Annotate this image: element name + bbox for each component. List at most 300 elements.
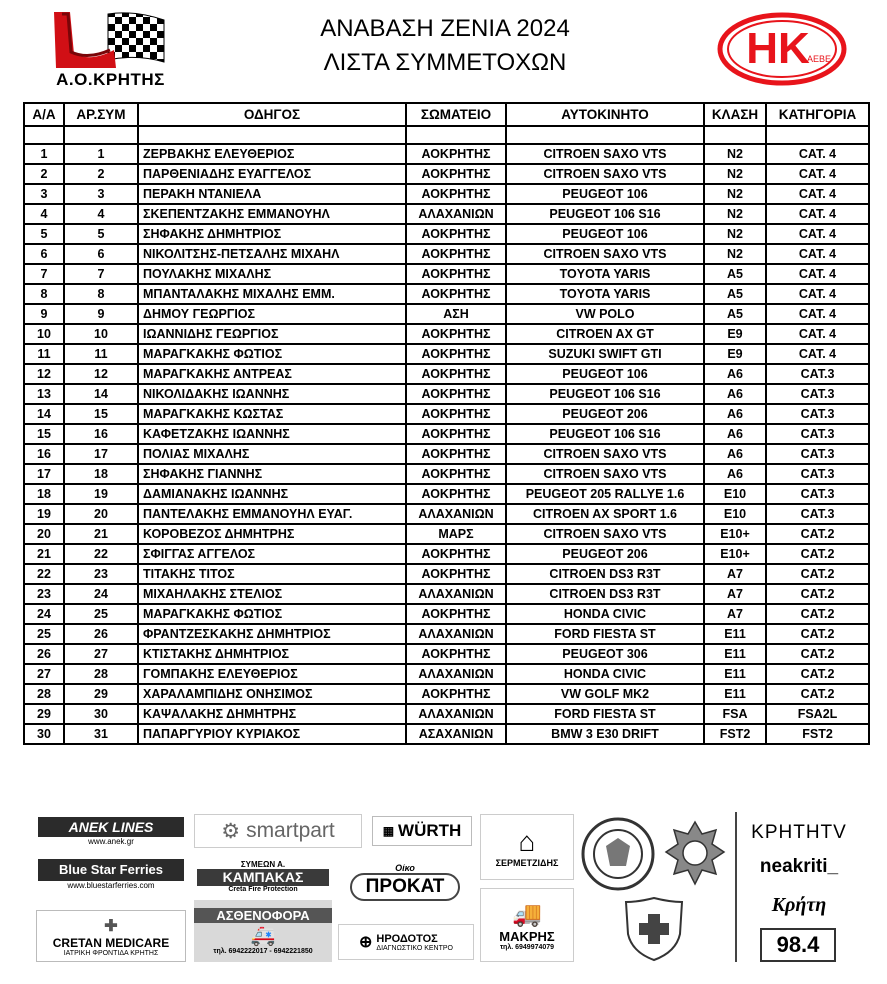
- makris-name: ΜΑΚΡΗΣ: [499, 928, 555, 944]
- table-row: [24, 304, 869, 324]
- col-header-category: ΚΑΤΗΓΟΡΙΑ: [766, 103, 869, 126]
- cell-driver: ΦΡΑΝΤΖΕΣΚΑΚΗΣ ΔΗΜΗΤΡΙΟΣ: [138, 624, 406, 644]
- cell-aa: 1: [24, 144, 64, 164]
- cell-class: E11: [704, 664, 766, 684]
- cell-driver: ΜΑΡΑΓΚΑΚΗΣ ΦΩΤΙΟΣ: [138, 344, 406, 364]
- makris-logo: [480, 888, 574, 962]
- kampakas-logo: [194, 856, 332, 896]
- checkered-flag-logo-icon: [52, 10, 167, 70]
- table-row: [24, 384, 869, 404]
- cell-club: ΑΟΚΡΗΤΗΣ: [406, 404, 506, 424]
- wurth-mark-icon: ▦: [382, 824, 395, 838]
- cell-race-number: 18: [64, 464, 138, 484]
- cell-category: FSA2L: [766, 704, 869, 724]
- cell-driver: ΜΠΑΝΤΑΛΑΚΗΣ ΜΙΧΑΛΗΣ ΕΜΜ.: [138, 284, 406, 304]
- table-row: [24, 224, 869, 244]
- cell-driver: ΝΙΚΟΛΙΔΑΚΗΣ ΙΩΑΝΝΗΣ: [138, 384, 406, 404]
- cell-aa: 5: [24, 224, 64, 244]
- cell-category: CAT.3: [766, 444, 869, 464]
- cell-race-number: 3: [64, 184, 138, 204]
- cell-race-number: 5: [64, 224, 138, 244]
- cell-driver: ΚΟΡΟΒΕΖΟΣ ΔΗΜΗΤΡΗΣ: [138, 524, 406, 544]
- cell-car: CITROEN SAXO VTS: [506, 444, 704, 464]
- ambulance-name: ΑΣΘΕΝΟΦΟΡΑ: [194, 908, 332, 923]
- cell-race-number: 29: [64, 684, 138, 704]
- anek-lines-logo: [36, 814, 186, 848]
- cell-race-number: 27: [64, 644, 138, 664]
- cell-class: FST2: [704, 724, 766, 744]
- cell-driver: ΠΑΡΘΕΝΙΑΔΗΣ ΕΥΑΓΓΕΛΟΣ: [138, 164, 406, 184]
- page-header: [0, 0, 887, 98]
- cell-race-number: 28: [64, 664, 138, 684]
- anek-lines-url: www.anek.gr: [88, 836, 134, 846]
- cell-class: A7: [704, 564, 766, 584]
- page-title: [250, 12, 640, 80]
- cell-club: ΑΛΑΧΑΝΙΩΝ: [406, 204, 506, 224]
- cell-driver: ΣΗΦΑΚΗΣ ΔΗΜΗΤΡΙΟΣ: [138, 224, 406, 244]
- cell-aa: 14: [24, 404, 64, 424]
- cell-race-number: 20: [64, 504, 138, 524]
- oiko-prokat-logo: [340, 860, 470, 904]
- cell-aa: 3: [24, 184, 64, 204]
- hk-logo-suffix: ΑΕΒΕ: [806, 54, 832, 64]
- cell-category: CAT. 4: [766, 144, 869, 164]
- sermetzidis-logo: [480, 814, 574, 880]
- cell-class: E10+: [704, 524, 766, 544]
- club-name: Α.Ο.ΚΡΗΤΗΣ: [56, 70, 165, 89]
- cell-race-number: 15: [64, 404, 138, 424]
- cell-aa: 9: [24, 304, 64, 324]
- cell-car: VW POLO: [506, 304, 704, 324]
- table-row: [24, 664, 869, 684]
- cell-category: CAT. 4: [766, 224, 869, 244]
- cell-category: CAT.3: [766, 404, 869, 424]
- fire-badge-icon: [662, 818, 728, 888]
- cell-class: E10+: [704, 544, 766, 564]
- cell-driver: ΜΑΡΑΓΚΑΚΗΣ ΚΩΣΤΑΣ: [138, 404, 406, 424]
- cell-category: CAT. 4: [766, 284, 869, 304]
- cell-driver: ΜΑΡΑΓΚΑΚΗΣ ΑΝΤΡΕΑΣ: [138, 364, 406, 384]
- cell-driver: ΠΟΛΙΑΣ ΜΙΧΑΛΗΣ: [138, 444, 406, 464]
- kampakas-top: ΣΥΜΕΩΝ Α.: [240, 859, 286, 869]
- cross-shield-icon: [622, 896, 686, 962]
- cell-car: CITROEN AX GT: [506, 324, 704, 344]
- cell-race-number: 7: [64, 264, 138, 284]
- cell-car: TOYOTA YARIS: [506, 284, 704, 304]
- table-row: [24, 444, 869, 464]
- cell-aa: 22: [24, 564, 64, 584]
- cell-driver: ΠΟΥΛΑΚΗΣ ΜΙΧΑΛΗΣ: [138, 264, 406, 284]
- cell-car: PEUGEOT 106 S16: [506, 424, 704, 444]
- cell-car: CITROEN DS3 R3T: [506, 584, 704, 604]
- cell-race-number: 23: [64, 564, 138, 584]
- cell-category: CAT. 4: [766, 204, 869, 224]
- table-row: [24, 524, 869, 544]
- cell-class: E11: [704, 624, 766, 644]
- cell-race-number: 16: [64, 424, 138, 444]
- plus-icon: ⊕: [358, 934, 373, 951]
- cell-class: FSA: [704, 704, 766, 724]
- cell-driver: ΣΗΦΑΚΗΣ ΓΙΑΝΝΗΣ: [138, 464, 406, 484]
- cell-race-number: 14: [64, 384, 138, 404]
- table-row: [24, 364, 869, 384]
- cell-club: ΑΟΚΡΗΤΗΣ: [406, 284, 506, 304]
- table-row: [24, 504, 869, 524]
- kriti-name: Κρήτη: [771, 893, 827, 916]
- cell-category: CAT.2: [766, 584, 869, 604]
- table-row: [24, 624, 869, 644]
- blank-cell: [406, 126, 506, 144]
- cell-category: CAT.3: [766, 484, 869, 504]
- radio-984-logo: [760, 928, 836, 962]
- irodotos-sub: ΔΙΑΓΝΩΣΤΙΚΟ ΚΕΝΤΡΟ: [376, 944, 453, 952]
- cell-aa: 12: [24, 364, 64, 384]
- blue-star-ferries-name: Blue Star Ferries: [38, 859, 184, 881]
- table-row: [24, 584, 869, 604]
- cell-club: ΑΟΚΡΗΤΗΣ: [406, 684, 506, 704]
- wurth-name: WÜRTH: [398, 821, 462, 840]
- cell-club: ΑΛΑΧΑΝΙΩΝ: [406, 704, 506, 724]
- kriti-newspaper-logo: [744, 890, 854, 920]
- cell-class: E9: [704, 324, 766, 344]
- cell-category: CAT. 4: [766, 264, 869, 284]
- cell-aa: 15: [24, 424, 64, 444]
- cell-aa: 8: [24, 284, 64, 304]
- cell-category: CAT.3: [766, 464, 869, 484]
- irodotos-logo: [338, 924, 474, 960]
- cell-club: ΑΟΚΡΗΤΗΣ: [406, 564, 506, 584]
- cell-aa: 17: [24, 464, 64, 484]
- cell-driver: ΜΑΡΑΓΚΑΚΗΣ ΦΩΤΙΟΣ: [138, 604, 406, 624]
- cell-club: ΑΟΚΡΗΤΗΣ: [406, 144, 506, 164]
- cell-driver: ΚΤΙΣΤΑΚΗΣ ΔΗΜΗΤΡΙΟΣ: [138, 644, 406, 664]
- cell-category: CAT. 4: [766, 344, 869, 364]
- cell-driver: ΚΑΦΕΤΖΑΚΗΣ ΙΩΑΝΝΗΣ: [138, 424, 406, 444]
- table-row: [24, 144, 869, 164]
- col-header-club: ΣΩΜΑΤΕΙΟ: [406, 103, 506, 126]
- cell-category: CAT. 4: [766, 184, 869, 204]
- cell-aa: 13: [24, 384, 64, 404]
- cell-category: CAT. 4: [766, 164, 869, 184]
- prokat-name: ΠΡΟΚΑΤ: [350, 873, 461, 901]
- cell-car: PEUGEOT 205 RALLYE 1.6: [506, 484, 704, 504]
- cretan-medicare-logo: [36, 910, 186, 962]
- cell-category: CAT. 4: [766, 244, 869, 264]
- cell-car: FORD FIESTA ST: [506, 624, 704, 644]
- cell-driver: ΙΩΑΝΝΙΔΗΣ ΓΕΩΡΓΙΟΣ: [138, 324, 406, 344]
- hk-sponsor-logo: [716, 12, 848, 86]
- kampakas-sub: Creta Fire Protection: [228, 885, 298, 893]
- table-row: [24, 204, 869, 224]
- col-header-car: ΑΥΤΟΚΙΝΗΤΟ: [506, 103, 704, 126]
- cell-club: ΜΑΡΣ: [406, 524, 506, 544]
- cell-club: ΑΟΚΡΗΤΗΣ: [406, 224, 506, 244]
- cell-driver: ΤΙΤΑΚΗΣ ΤΙΤΟΣ: [138, 564, 406, 584]
- cell-club: ΑΟΚΡΗΤΗΣ: [406, 604, 506, 624]
- cell-club: ΑΟΚΡΗΤΗΣ: [406, 484, 506, 504]
- gear-icon: ⚙: [221, 819, 241, 843]
- cell-category: CAT.2: [766, 564, 869, 584]
- cell-race-number: 31: [64, 724, 138, 744]
- table-row: [24, 604, 869, 624]
- cell-class: A5: [704, 264, 766, 284]
- table-row: [24, 184, 869, 204]
- cell-aa: 19: [24, 504, 64, 524]
- table-row: [24, 644, 869, 664]
- wurth-logo: [372, 816, 472, 846]
- ambulance-logo: [194, 900, 332, 962]
- cell-car: PEUGEOT 106 S16: [506, 204, 704, 224]
- cell-class: E11: [704, 644, 766, 664]
- blank-cell: [704, 126, 766, 144]
- blank-cell: [24, 126, 64, 144]
- cell-class: A6: [704, 444, 766, 464]
- cell-car: CITROEN SAXO VTS: [506, 164, 704, 184]
- cell-category: CAT.2: [766, 624, 869, 644]
- cell-aa: 30: [24, 724, 64, 744]
- cell-driver: ΣΚΕΠΕΝΤΖΑΚΗΣ ΕΜΜΑΝΟΥΗΛ: [138, 204, 406, 224]
- cell-car: BMW 3 E30 DRIFT: [506, 724, 704, 744]
- cell-aa: 24: [24, 604, 64, 624]
- cell-category: CAT. 4: [766, 304, 869, 324]
- cell-category: CAT.2: [766, 604, 869, 624]
- table-row: [24, 464, 869, 484]
- cell-club: ΑΟΚΡΗΤΗΣ: [406, 324, 506, 344]
- cell-race-number: 10: [64, 324, 138, 344]
- table-row: [24, 284, 869, 304]
- cell-car: CITROEN SAXO VTS: [506, 144, 704, 164]
- tow-truck-icon: 🚚: [512, 900, 542, 928]
- blank-cell: [766, 126, 869, 144]
- table-row: [24, 264, 869, 284]
- cell-class: A6: [704, 404, 766, 424]
- cell-car: TOYOTA YARIS: [506, 264, 704, 284]
- cell-category: CAT. 4: [766, 324, 869, 344]
- makris-phone: τηλ. 6949974079: [499, 943, 555, 951]
- cell-club: ΑΟΚΡΗΤΗΣ: [406, 444, 506, 464]
- cell-category: CAT.3: [766, 384, 869, 404]
- cell-category: CAT.3: [766, 424, 869, 444]
- cell-car: CITROEN DS3 R3T: [506, 564, 704, 584]
- cell-aa: 7: [24, 264, 64, 284]
- red-cross-emblem: [622, 896, 686, 962]
- event-title: ΑΝΑΒΑΣΗ ΖΕΝΙΑ 2024: [320, 15, 570, 42]
- cell-car: FORD FIESTA ST: [506, 704, 704, 724]
- cell-driver: ΔΑΜΙΑΝΑΚΗΣ ΙΩΑΝΝΗΣ: [138, 484, 406, 504]
- cell-race-number: 24: [64, 584, 138, 604]
- table-row: [24, 244, 869, 264]
- cell-car: VW GOLF MK2: [506, 684, 704, 704]
- cell-aa: 27: [24, 664, 64, 684]
- cell-club: ΑΟΚΡΗΤΗΣ: [406, 244, 506, 264]
- cell-club: ΑΣΗ: [406, 304, 506, 324]
- cell-aa: 28: [24, 684, 64, 704]
- col-header-race-number: ΑΡ.ΣΥΜ: [64, 103, 138, 126]
- table-row: [24, 344, 869, 364]
- cell-race-number: 21: [64, 524, 138, 544]
- cell-car: CITROEN SAXO VTS: [506, 244, 704, 264]
- neakriti-logo: [744, 852, 854, 882]
- cell-driver: ΠΑΠΑΡΓΥΡΙΟΥ ΚΥΡΙΑΚΟΣ: [138, 724, 406, 744]
- cell-race-number: 30: [64, 704, 138, 724]
- cell-class: N2: [704, 244, 766, 264]
- cell-driver: ΓΟΜΠΑΚΗΣ ΕΛΕΥΘΕΡΙΟΣ: [138, 664, 406, 684]
- cell-class: A7: [704, 604, 766, 624]
- table-row: [24, 424, 869, 444]
- cell-race-number: 1: [64, 144, 138, 164]
- list-title: ΛΙΣΤΑ ΣΥΜΜΕΤΟΧΩΝ: [323, 49, 567, 76]
- cell-driver: ΝΙΚΟΛΙΤΣΗΣ-ΠΕΤΣΑΛΗΣ ΜΙΧΑΗΛ: [138, 244, 406, 264]
- entry-list-table: [23, 102, 870, 745]
- smartpart-logo: [194, 814, 362, 848]
- cell-race-number: 17: [64, 444, 138, 464]
- sermetzidis-name: ΣΕΡΜΕΤΖΙΔΗΣ: [495, 858, 559, 868]
- cell-club: ΑΣΑΧΑΝΙΩΝ: [406, 724, 506, 744]
- cell-club: ΑΟΚΡΗΤΗΣ: [406, 384, 506, 404]
- cell-aa: 6: [24, 244, 64, 264]
- hk-logo-text: HK: [746, 24, 810, 73]
- cell-club: ΑΟΚΡΗΤΗΣ: [406, 544, 506, 564]
- cell-aa: 25: [24, 624, 64, 644]
- cell-driver: ΖΕΡΒΑΚΗΣ ΕΛΕΥΘΕΡΙΟΣ: [138, 144, 406, 164]
- table-row: [24, 404, 869, 424]
- cell-car: CITROEN AX SPORT 1.6: [506, 504, 704, 524]
- cell-race-number: 25: [64, 604, 138, 624]
- cell-car: PEUGEOT 206: [506, 544, 704, 564]
- cell-car: HONDA CIVIC: [506, 604, 704, 624]
- cell-club: ΑΛΑΧΑΝΙΩΝ: [406, 504, 506, 524]
- table-row: [24, 684, 869, 704]
- cell-driver: ΧΑΡΑΛΑΜΠΙΔΗΣ ΟΝΗΣΙΜΟΣ: [138, 684, 406, 704]
- cell-car: SUZUKI SWIFT GTI: [506, 344, 704, 364]
- cell-aa: 11: [24, 344, 64, 364]
- cell-class: N2: [704, 164, 766, 184]
- cell-car: PEUGEOT 206: [506, 404, 704, 424]
- table-blank-row: [24, 126, 869, 144]
- table-row: [24, 704, 869, 724]
- fire-service-emblem: [662, 818, 728, 888]
- cell-race-number: 6: [64, 244, 138, 264]
- cell-aa: 18: [24, 484, 64, 504]
- cell-car: CITROEN SAXO VTS: [506, 464, 704, 484]
- cell-car: HONDA CIVIC: [506, 664, 704, 684]
- cell-club: ΑΟΚΡΗΤΗΣ: [406, 344, 506, 364]
- table-row: [24, 544, 869, 564]
- cell-aa: 2: [24, 164, 64, 184]
- table-row: [24, 164, 869, 184]
- cell-aa: 10: [24, 324, 64, 344]
- cell-car: PEUGEOT 106: [506, 224, 704, 244]
- kampakas-name: ΚΑΜΠΑΚΑΣ: [197, 869, 329, 886]
- cell-class: N2: [704, 224, 766, 244]
- cell-race-number: 9: [64, 304, 138, 324]
- cell-race-number: 4: [64, 204, 138, 224]
- cell-category: CAT.2: [766, 524, 869, 544]
- table-header-row: [24, 103, 869, 126]
- police-emblem: [580, 816, 656, 892]
- irodotos-name: ΗΡΟΔΟΤΟΣ: [376, 932, 438, 945]
- anek-lines-name: ANEK LINES: [38, 817, 184, 837]
- cell-car: PEUGEOT 106: [506, 184, 704, 204]
- ambulance-phone: τηλ. 6942222017 - 6942221850: [213, 947, 313, 955]
- cell-class: E10: [704, 504, 766, 524]
- kriti-tv-logo: [744, 820, 854, 846]
- cell-category: CAT.2: [766, 684, 869, 704]
- cell-club: ΑΟΚΡΗΤΗΣ: [406, 424, 506, 444]
- radio-frequency: 98.4: [776, 932, 820, 957]
- cell-club: ΑΛΑΧΑΝΙΩΝ: [406, 584, 506, 604]
- col-header-driver: ΟΔΗΓΟΣ: [138, 103, 406, 126]
- cell-driver: ΚΑΨΑΛΑΚΗΣ ΔΗΜΗΤΡΗΣ: [138, 704, 406, 724]
- cell-aa: 23: [24, 584, 64, 604]
- cell-race-number: 8: [64, 284, 138, 304]
- cell-class: E9: [704, 344, 766, 364]
- blank-cell: [138, 126, 406, 144]
- cell-class: A7: [704, 584, 766, 604]
- cell-aa: 16: [24, 444, 64, 464]
- cell-driver: ΠΑΝΤΕΛΑΚΗΣ ΕΜΜΑΝΟΥΗΛ ΕΥΑΓ.: [138, 504, 406, 524]
- medical-cross-icon: ✚: [104, 917, 118, 935]
- cell-car: CITROEN SAXO VTS: [506, 524, 704, 544]
- cell-category: CAT.2: [766, 664, 869, 684]
- cell-aa: 26: [24, 644, 64, 664]
- cell-race-number: 19: [64, 484, 138, 504]
- smartpart-name: smartpart: [246, 819, 335, 842]
- col-header-aa: Α/Α: [24, 103, 64, 126]
- cell-category: CAT.2: [766, 644, 869, 664]
- cell-race-number: 26: [64, 624, 138, 644]
- cell-class: A6: [704, 384, 766, 404]
- cell-class: E10: [704, 484, 766, 504]
- cell-car: PEUGEOT 106 S16: [506, 384, 704, 404]
- oiko-text: Οίκο: [395, 863, 415, 873]
- cell-class: N2: [704, 144, 766, 164]
- cell-class: E11: [704, 684, 766, 704]
- blue-star-ferries-url: www.bluestarferries.com: [67, 880, 155, 890]
- cell-class: A6: [704, 364, 766, 384]
- cell-driver: ΔΗΜΟΥ ΓΕΩΡΓΙΟΣ: [138, 304, 406, 324]
- sponsor-divider: [735, 812, 737, 962]
- ambulance-van-icon: 🚑: [250, 924, 276, 947]
- cell-driver: ΜΙΧΑΗΛΑΚΗΣ ΣΤΕΛΙΟΣ: [138, 584, 406, 604]
- cell-driver: ΠΕΡΑΚΗ ΝΤΑΝΙΕΛΑ: [138, 184, 406, 204]
- blank-cell: [64, 126, 138, 144]
- cell-aa: 29: [24, 704, 64, 724]
- cell-car: PEUGEOT 106: [506, 364, 704, 384]
- blank-cell: [506, 126, 704, 144]
- cell-club: ΑΟΚΡΗΤΗΣ: [406, 464, 506, 484]
- cell-driver: ΣΦΙΓΓΑΣ ΑΓΓΕΛΟΣ: [138, 544, 406, 564]
- cell-race-number: 22: [64, 544, 138, 564]
- cell-club: ΑΟΚΡΗΤΗΣ: [406, 264, 506, 284]
- cell-club: ΑΛΑΧΑΝΙΩΝ: [406, 664, 506, 684]
- cell-club: ΑΟΚΡΗΤΗΣ: [406, 164, 506, 184]
- cell-class: A5: [704, 304, 766, 324]
- cell-club: ΑΛΑΧΑΝΙΩΝ: [406, 624, 506, 644]
- cell-race-number: 2: [64, 164, 138, 184]
- table-row: [24, 324, 869, 344]
- cell-category: CAT.3: [766, 364, 869, 384]
- cretan-medicare-name: CRETAN MEDICARE: [52, 935, 170, 950]
- cell-aa: 21: [24, 544, 64, 564]
- cell-club: ΑΟΚΡΗΤΗΣ: [406, 364, 506, 384]
- cell-category: CAT.3: [766, 504, 869, 524]
- cell-class: N2: [704, 184, 766, 204]
- cell-aa: 20: [24, 524, 64, 544]
- cell-category: CAT.2: [766, 544, 869, 564]
- cell-class: A6: [704, 464, 766, 484]
- table-row: [24, 564, 869, 584]
